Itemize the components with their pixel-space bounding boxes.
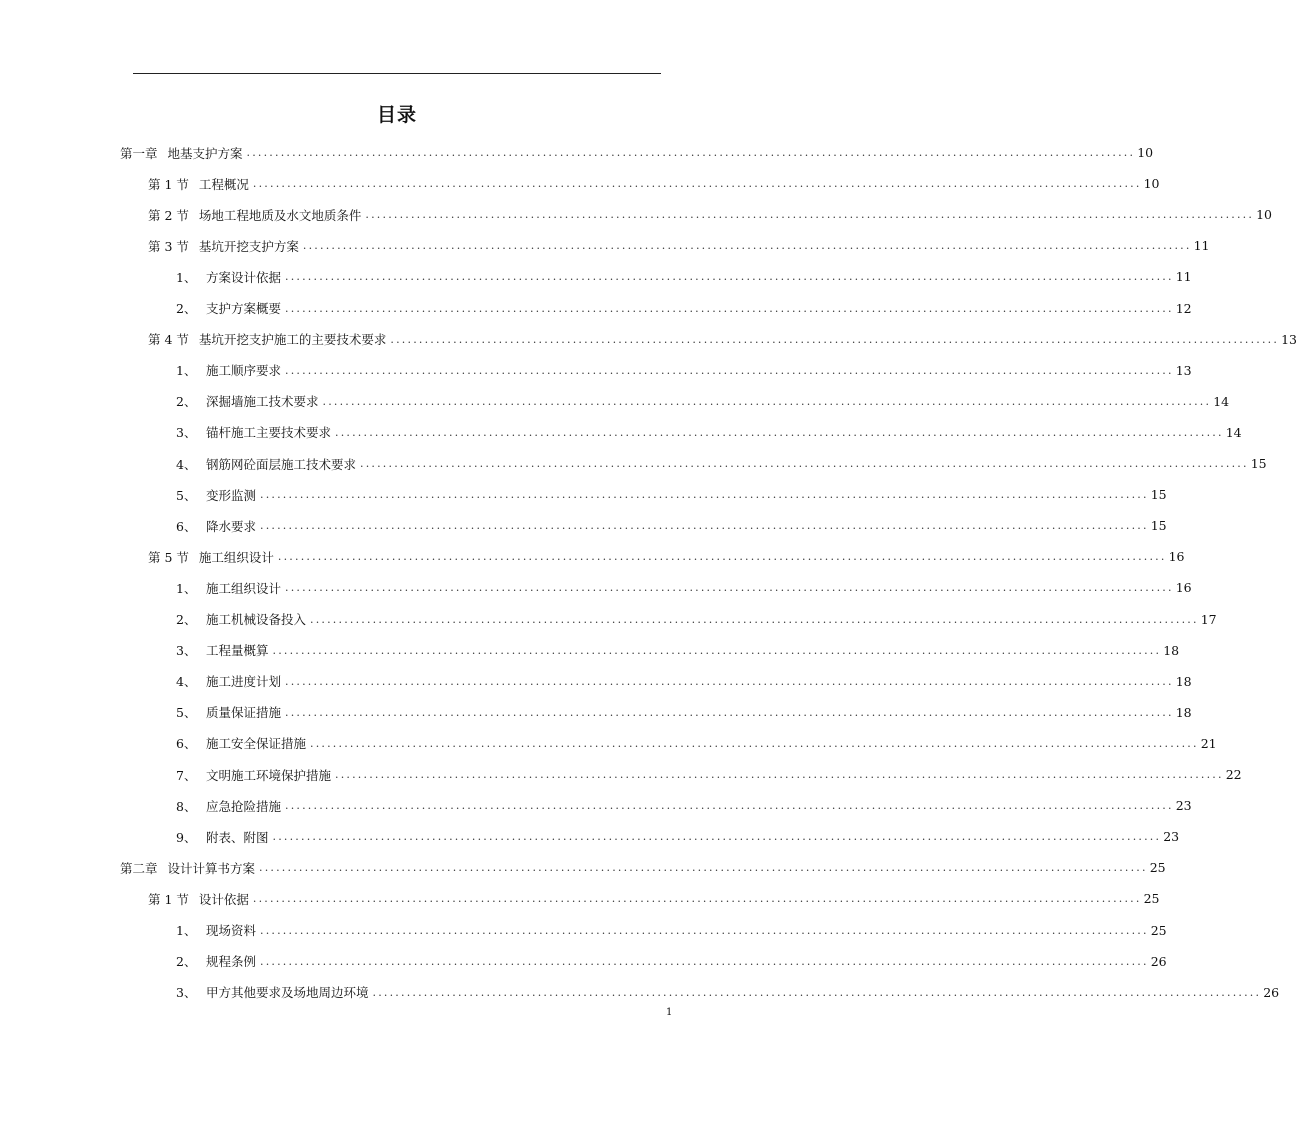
toc-entry-title: 文明施工环境保护措施 — [206, 767, 332, 783]
toc-entry-number: 第 3 节 — [148, 238, 189, 254]
toc-entry-label — [176, 921, 260, 939]
toc-entry-page: 11 — [1193, 238, 1210, 254]
toc-entry-label — [176, 672, 285, 690]
toc-entry-title: 工程量概算 — [206, 643, 269, 659]
toc-entry-label — [176, 423, 335, 441]
toc-entry-title: 现场资料 — [206, 923, 257, 938]
toc-entry[interactable] — [176, 790, 1192, 821]
toc-entry-title: 甲方其他要求及场地周边环境 — [206, 985, 369, 1001]
toc-entry-label — [176, 828, 273, 846]
toc-entry-number: 第一章 — [120, 145, 158, 161]
toc-entry-label — [176, 361, 285, 379]
toc-entry-page: 14 — [1225, 424, 1242, 440]
toc-entry-label — [176, 983, 373, 1001]
toc-leader-dots: ............................................................................................................................................................ — [260, 488, 1149, 502]
toc-leader-dots: ............................................................................................................................................................ — [277, 550, 1167, 564]
toc-entry-page: 10 — [1256, 207, 1272, 223]
toc-entry-label — [176, 703, 285, 721]
toc-entry-label — [176, 392, 323, 410]
toc-entry[interactable] — [148, 199, 1272, 230]
toc-entry-number: 5、 — [176, 487, 197, 503]
toc-entry-page: 18 — [1163, 642, 1180, 658]
toc-entry[interactable] — [176, 261, 1192, 292]
toc-entry-number: 4、 — [176, 456, 197, 472]
toc-entry-number: 1、 — [176, 363, 197, 379]
toc-entry[interactable] — [148, 541, 1185, 572]
toc-entry-number: 第二章 — [120, 860, 158, 876]
toc-entry-title: 降水要求 — [206, 518, 257, 534]
toc-leader-dots: ............................................................................................................................................................ — [285, 301, 1174, 315]
toc-entry-title: 基坑开挖支护施工的主要技术要求 — [198, 332, 387, 348]
toc-entry-title: 设计计算书方案 — [167, 860, 256, 876]
toc-entry-number: 1、 — [176, 269, 197, 285]
toc-leader-dots: ............................................................................................................................................................ — [259, 861, 1148, 875]
toc-leader-dots: ............................................................................................................................................................ — [285, 705, 1174, 719]
toc-entry-label — [176, 734, 310, 752]
toc-entry-number: 2、 — [176, 301, 197, 316]
toc-entry[interactable] — [176, 635, 1180, 666]
toc-entry-number: 3、 — [176, 643, 197, 659]
toc-entry-page: 10 — [1143, 176, 1160, 192]
toc-entry-page: 12 — [1175, 300, 1192, 316]
toc-entry-page: 17 — [1200, 611, 1217, 627]
toc-entry-label — [148, 548, 278, 566]
toc-leader-dots: ............................................................................................................................................................ — [260, 954, 1149, 968]
toc-entry[interactable] — [120, 137, 1154, 168]
toc-entry-number: 2、 — [176, 954, 197, 970]
toc-entry-title: 施工顺序要求 — [206, 363, 282, 379]
toc-entry-page: 18 — [1175, 673, 1192, 689]
toc-leader-dots: ............................................................................................................................................................ — [260, 519, 1149, 533]
toc-entry-title: 深掘墙施工技术要求 — [206, 394, 319, 410]
toc-leader-dots: ............................................................................................................................................................ — [372, 985, 1262, 999]
toc-entry-title: 施工组织设计 — [206, 580, 282, 596]
toc-entry-page: 10 — [1137, 145, 1154, 160]
toc-entry-number: 1、 — [176, 923, 197, 938]
toc-entry[interactable] — [176, 697, 1192, 728]
toc-entry[interactable] — [176, 915, 1167, 946]
toc-entry-number: 4、 — [176, 674, 197, 690]
toc-leader-dots: ............................................................................................................................................................ — [285, 799, 1174, 813]
toc-entry-number: 8、 — [176, 798, 197, 814]
toc-entry-label — [176, 455, 360, 473]
toc-leader-dots: ............................................................................................................................................................ — [335, 768, 1224, 781]
toc-entry-label — [176, 797, 285, 815]
toc-leader-dots: ............................................................................................................................................................ — [285, 270, 1174, 284]
toc-leader-dots: ............................................................................................................................................................ — [365, 208, 1255, 222]
toc-entry-page: 18 — [1175, 704, 1192, 720]
toc-entry[interactable] — [176, 572, 1192, 603]
toc-entry-title: 支护方案概要 — [206, 301, 282, 316]
toc-entry-label — [148, 330, 390, 348]
toc-entry[interactable] — [176, 510, 1167, 541]
toc-entry-page: 14 — [1213, 393, 1230, 409]
toc-entry-number: 2、 — [176, 394, 197, 410]
page-number: 1 — [666, 1007, 673, 1018]
toc-entry-title: 变形监测 — [206, 487, 257, 503]
toc-leader-dots: ............................................................................................................................................................ — [252, 892, 1142, 906]
toc-entry-title: 应急抢险措施 — [206, 798, 282, 814]
toc-entry-page: 23 — [1163, 829, 1180, 845]
toc-entry[interactable] — [176, 386, 1230, 417]
toc-entry-title: 附表、附图 — [206, 829, 269, 845]
toc-entry-page: 16 — [1175, 580, 1192, 596]
toc-entry-title: 施工安全保证措施 — [206, 736, 307, 752]
toc-entry-title: 钢筋网砼面层施工技术要求 — [206, 456, 357, 472]
toc-entry-number: 6、 — [176, 518, 197, 534]
toc-entry-title: 质量保证措施 — [206, 705, 282, 721]
toc-entry-page: 11 — [1175, 269, 1192, 285]
toc-entry-page: 25 — [1149, 860, 1166, 876]
toc-entry-number: 第 1 节 — [148, 176, 189, 192]
toc-entry-page: 15 — [1250, 456, 1267, 471]
toc-entry-page: 21 — [1200, 735, 1217, 751]
toc-entry[interactable] — [176, 417, 1242, 448]
toc-entry-title: 锚杆施工主要技术要求 — [206, 425, 332, 441]
toc-leader-dots: ............................................................................................................................................................ — [285, 581, 1174, 595]
toc-entry-label — [176, 268, 285, 286]
toc-entry-number: 3、 — [176, 425, 197, 441]
toc-entry-number: 第 5 节 — [148, 549, 189, 565]
toc-entry-page: 22 — [1225, 767, 1242, 782]
toc-entry-number: 第 2 节 — [148, 207, 189, 223]
toc-entry-label — [176, 610, 310, 628]
toc-leader-dots: ............................................................................................................................................................ — [322, 394, 1212, 408]
toc-entry-label — [176, 517, 260, 535]
toc-entry-label — [120, 859, 259, 877]
toc-leader-dots: ............................................................................................................................................................ — [302, 239, 1192, 253]
toc-entry[interactable] — [176, 604, 1217, 635]
toc-entry-label — [176, 299, 285, 317]
toc-entry-page: 25 — [1150, 922, 1167, 938]
toc-entry-page: 13 — [1281, 331, 1297, 347]
toc-leader-dots: ............................................................................................................................................................ — [310, 612, 1199, 626]
toc-entry-label — [176, 579, 285, 597]
toc-entry[interactable] — [148, 883, 1160, 914]
toc-entry[interactable] — [176, 666, 1192, 697]
toc-entry-number: 7、 — [176, 767, 197, 783]
toc-entry-number: 5、 — [176, 705, 197, 721]
toc-entry[interactable] — [176, 355, 1192, 386]
toc-entry-page: 25 — [1143, 891, 1160, 907]
toc-leader-dots: ............................................................................................................................................................ — [335, 425, 1224, 439]
toc-entry-number: 6、 — [176, 736, 197, 752]
toc-entry-page: 15 — [1150, 487, 1167, 503]
toc-entry[interactable] — [148, 230, 1210, 261]
toc-entry-title: 施工机械设备投入 — [206, 612, 307, 627]
toc-entry-label — [120, 144, 247, 162]
toc-leader-dots: ............................................................................................................................................................ — [272, 830, 1162, 844]
toc-entry[interactable] — [176, 821, 1180, 852]
toc-leader-dots: ............................................................................................................................................................ — [285, 363, 1174, 377]
toc-entry-title: 规程条例 — [206, 954, 257, 970]
toc-entry-number: 9、 — [176, 829, 197, 845]
toc-entry-page: 23 — [1175, 798, 1192, 814]
toc-leader-dots: ............................................................................................................................................................ — [310, 736, 1199, 750]
toc-entry-page: 13 — [1175, 362, 1192, 378]
toc-entry-number: 第 4 节 — [148, 332, 189, 348]
toc-entry-page: 15 — [1150, 518, 1167, 534]
toc-entry-label — [148, 206, 365, 224]
toc-leader-dots: ............................................................................................................................................................ — [252, 177, 1142, 191]
toc-entry-title: 施工组织设计 — [198, 549, 274, 565]
toc-leader-dots: ............................................................................................................................................................ — [285, 674, 1174, 688]
header-rule — [133, 73, 661, 74]
toc-entry[interactable] — [176, 448, 1267, 479]
toc-entry[interactable] — [148, 168, 1160, 199]
toc-entry-title: 设计依据 — [198, 891, 249, 907]
toc-leader-dots: ............................................................................................................................................................ — [246, 146, 1136, 159]
toc-leader-dots: ............................................................................................................................................................ — [260, 923, 1149, 937]
toc-entry-label — [148, 175, 253, 193]
toc-leader-dots: ............................................................................................................................................................ — [272, 643, 1162, 657]
toc-entry-title: 地基支护方案 — [167, 145, 243, 161]
toc-entry[interactable] — [176, 293, 1192, 324]
toc-entry[interactable] — [176, 759, 1242, 790]
toc-entry-page: 26 — [1263, 984, 1280, 1000]
toc-entry-page: 16 — [1168, 549, 1185, 565]
page-title: 目录 — [376, 104, 417, 126]
toc-entry-number: 3、 — [176, 985, 197, 1001]
toc-entry-page: 26 — [1150, 953, 1167, 969]
toc-entry[interactable] — [176, 728, 1217, 759]
toc-entry-label — [176, 952, 260, 970]
toc-entry[interactable] — [148, 324, 1297, 355]
toc-entry-title: 工程概况 — [198, 176, 249, 192]
toc-entry-label — [148, 237, 303, 255]
toc-entry-number: 2、 — [176, 612, 197, 627]
toc-entry-label — [148, 890, 253, 908]
toc-entry-title: 基坑开挖支护方案 — [198, 238, 299, 254]
toc-entry-number: 第 1 节 — [148, 891, 189, 907]
toc-entry-title: 施工进度计划 — [206, 674, 282, 690]
toc-entry-number: 1、 — [176, 580, 197, 596]
toc-leader-dots: ............................................................................................................................................................ — [360, 457, 1249, 470]
toc-entry-label — [176, 641, 273, 659]
toc-leader-dots: ............................................................................................................................................................ — [390, 332, 1280, 346]
toc-entry[interactable] — [176, 946, 1167, 977]
toc-entry[interactable] — [120, 852, 1166, 883]
toc-entry-title: 场地工程地质及水文地质条件 — [198, 207, 362, 223]
toc-entry-label — [176, 766, 335, 784]
toc-entry-label — [176, 486, 260, 504]
toc-entry[interactable] — [176, 977, 1280, 1008]
toc-entry[interactable] — [176, 479, 1167, 510]
toc-entry-title: 方案设计依据 — [206, 269, 282, 285]
